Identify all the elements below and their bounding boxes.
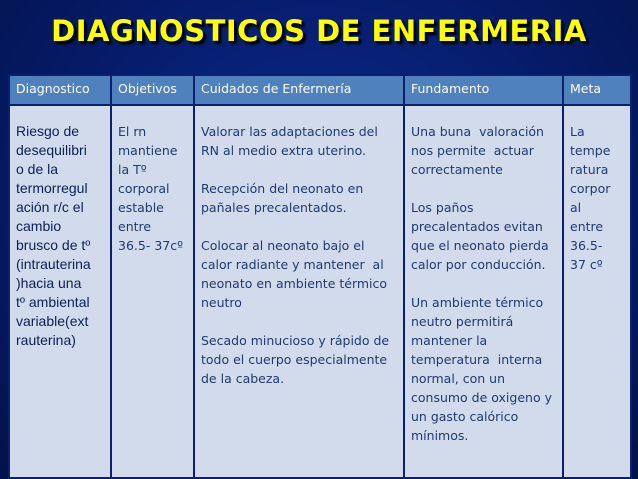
cell-objetivos — [111, 105, 194, 478]
objetivos-text: El rn mantiene la Tº corporal estable entre 36.5- 37cº — [118, 124, 183, 253]
header-cuidados: Cuidados de Enfermería — [194, 75, 404, 105]
cell-cuidados — [194, 105, 404, 478]
diagnosis-table — [8, 74, 632, 479]
cell-meta — [563, 105, 631, 478]
header-fundamento: Fundamento — [404, 75, 563, 105]
diagnostico-text: Riesgo de desequilibri o de la termorregul ación r/c el cambio brusco de tº (intrauterina )hacia una tº ambiental variable(ext rauterina) — [16, 123, 91, 348]
cuidados-text: Valorar las adaptaciones del RN al medio extra uterino. Recepción del neonato en pañales precalentados. Colocar al neonato bajo el calor radiante y mantener al neonato en ambiente térmico neutro Secado minucioso y rápido de todo el cuerpo especialmente de la cabeza. — [201, 124, 390, 386]
fundamento-text: Una buna valoración nos permite actuar correctamente Los paños precalentados evitan que el neonato pierda calor por conducción. Un ambiente térmico neutro permitirá mantener la temperatura interna normal, con un consumo de oxigeno y un gasto calórico mínimos. — [411, 124, 552, 443]
header-diagnostico: Diagnostico — [9, 75, 111, 105]
cell-diagnostico — [9, 105, 111, 478]
header-meta: Meta — [563, 75, 631, 105]
meta-text: La tempe ratura corpor al entre 36.5- 37 cº — [570, 124, 611, 272]
header-objetivos: Objetivos — [111, 75, 194, 105]
table-row — [9, 105, 631, 478]
page-title: DIAGNOSTICOS DE ENFERMERIA — [51, 14, 587, 48]
table-header-row — [9, 75, 631, 105]
cell-fundamento — [404, 105, 563, 478]
